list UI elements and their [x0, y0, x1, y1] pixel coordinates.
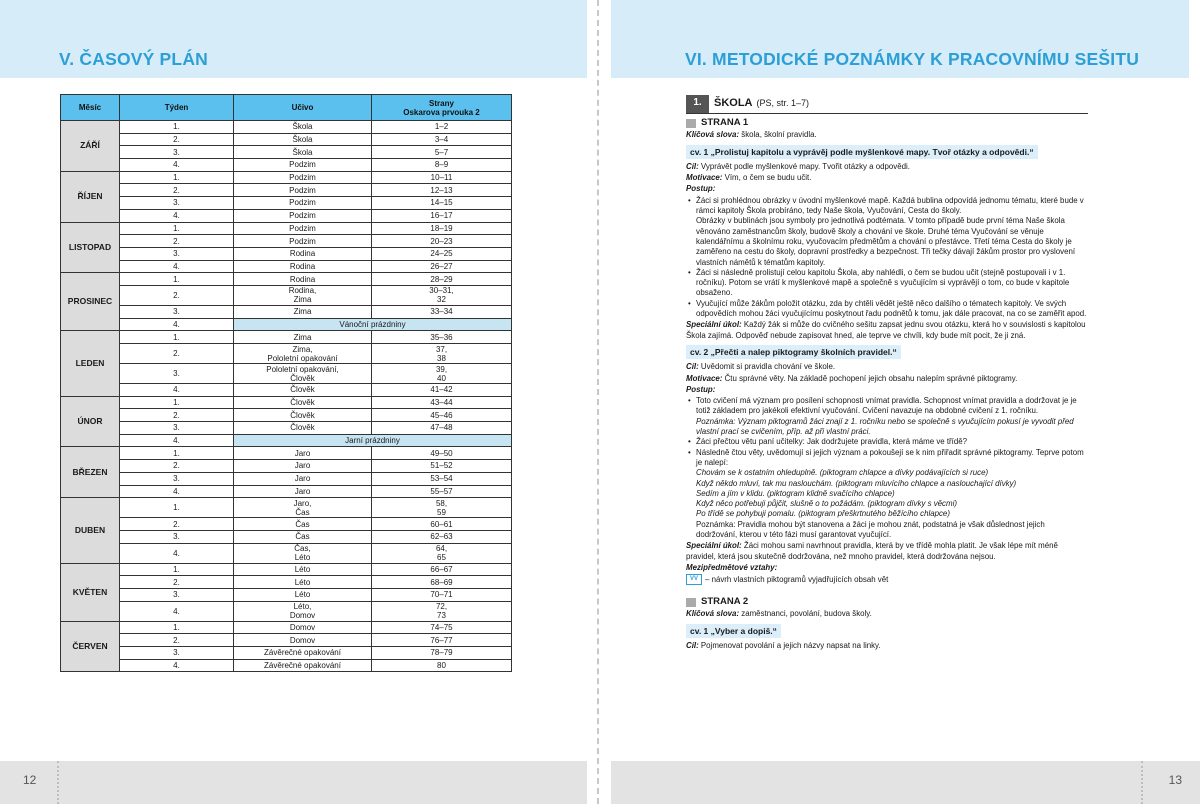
pages-cell: 72, 73: [372, 601, 512, 621]
label: Speciální úkol:: [686, 320, 742, 330]
topic-cell: Jaro: [234, 460, 372, 473]
table-row: [61, 247, 512, 260]
topic-cell: Domov: [234, 621, 372, 634]
pages-cell: 39, 40: [372, 364, 512, 384]
table-row: [61, 434, 512, 447]
table-row: [61, 576, 512, 589]
topic-cell: Jaro, Čas: [234, 498, 372, 518]
motivation-2: [686, 374, 1088, 384]
week-cell: 3.: [120, 305, 234, 318]
month-cell: DUBEN: [61, 498, 120, 563]
topic-cell: Škola: [234, 133, 372, 146]
left-page-number: 12: [23, 773, 37, 787]
table-row: [61, 485, 512, 498]
topic-cell: Závěrečné opakování: [234, 659, 372, 672]
procedure-label-2: Postup:: [686, 384, 716, 394]
month-cell: ČERVEN: [61, 621, 120, 672]
label: Klíčová slova:: [686, 609, 740, 619]
table-row: [61, 601, 512, 621]
table-row: [61, 273, 512, 286]
week-cell: 4.: [120, 260, 234, 273]
goal-2: [686, 362, 1088, 372]
label: Speciální úkol:: [686, 541, 742, 551]
left-footer: [0, 761, 587, 804]
motivation-1: [686, 173, 1088, 183]
week-cell: 1.: [120, 498, 234, 518]
table-row: [61, 563, 512, 576]
table-row: [61, 171, 512, 184]
pages-cell: 37, 38: [372, 344, 512, 364]
pages-cell: 62–63: [372, 530, 512, 543]
pages-cell: 66–67: [372, 563, 512, 576]
table-row: [61, 121, 512, 134]
pages-cell: 60–61: [372, 518, 512, 531]
list-item: • Žáci si následně prolistují celou kapitolu Škola, aby nahlédli, o čem se budou učit (stejně postupovali i v 1. ročníku). Potom se vrátí k myšlenkové mapě a společně s vyučujícím si vyprávějí o tom, co bude v kapitole obsaženo.: [696, 268, 1088, 299]
table-row: [61, 498, 512, 518]
right-page-title: VI. METODICKÉ POZNÁMKY K PRACOVNÍMU SEŠITU: [685, 49, 1140, 69]
topic-cell: Jaro: [234, 485, 372, 498]
art-education-icon: VV: [686, 574, 702, 585]
table-row: [61, 364, 512, 384]
table-header-row: [61, 95, 512, 121]
week-cell: 4.: [120, 434, 234, 447]
procedure-label-1: Postup:: [686, 184, 716, 194]
chapter-heading: [686, 94, 1088, 114]
pages-cell: 30–31, 32: [372, 285, 512, 305]
table-row: [61, 331, 512, 344]
topic-cell: Léto, Domov: [234, 601, 372, 621]
square-bullet-icon: [686, 119, 696, 128]
procedure-list-1: [686, 196, 1088, 320]
topic-cell: Domov: [234, 634, 372, 647]
list-item: • Vyučující může žákům položit otázku, zda by chtěli vědět ještě něco dalšího o tématech kapitoly. Ve svých odpovědích mohou žáci vyučujícímu poskytnout řadu podnětů k tomu, jak dále pracovat, na co se zaměřit apod.: [696, 299, 1088, 320]
pages-cell: 80: [372, 659, 512, 672]
week-cell: 4.: [120, 159, 234, 172]
week-cell: 2.: [120, 634, 234, 647]
exercise-heading-3: cv. 1 „Vyber a dopiš.“: [686, 624, 781, 638]
table-row: [61, 146, 512, 159]
topic-cell: Jaro: [234, 472, 372, 485]
pages-cell: 55–57: [372, 485, 512, 498]
label: Motivace:: [686, 173, 723, 183]
section-label: STRANA 2: [701, 596, 749, 608]
month-cell: LEDEN: [61, 331, 120, 396]
table-row: [61, 197, 512, 210]
week-cell: 1.: [120, 396, 234, 409]
pages-cell: 76–77: [372, 634, 512, 647]
topic-cell: Zima, Pololetní opakování: [234, 344, 372, 364]
table-row: [61, 235, 512, 248]
week-cell: 1.: [120, 222, 234, 235]
schedule-body: [61, 121, 512, 672]
pages-cell: 10–11: [372, 171, 512, 184]
week-cell: 4.: [120, 209, 234, 222]
sentence-2: Když někdo mluví, tak mu naslouchám. (piktogram mluvícího chlapce a naslouchající dívky): [696, 478, 1017, 488]
list-item: • Žáci si prohlédnou obrázky v úvodní myšlenkové mapě. Každá bublina odpovídá jednomu tématu, které bude v rámci kapitoly Škola probíráno, tedy Naše škola, Vyučování, Cesta do školy.: [696, 196, 1088, 217]
month-cell: ZÁŘÍ: [61, 121, 120, 172]
topic-cell: Pololetní opakování, Člověk: [234, 364, 372, 384]
table-row: [61, 659, 512, 672]
week-cell: 1.: [120, 621, 234, 634]
table-row: [61, 422, 512, 435]
month-cell: PROSINEC: [61, 273, 120, 331]
table-row: [61, 460, 512, 473]
week-cell: 2.: [120, 460, 234, 473]
topic-cell: Podzim: [234, 235, 372, 248]
week-cell: 3.: [120, 364, 234, 384]
pages-cell: 1–2: [372, 121, 512, 134]
sentence-3: Sedím a jím v klidu. (piktogram klidně svačícího chlapce): [696, 488, 895, 498]
topic-cell: Člověk: [234, 384, 372, 397]
header-pages: Strany Oskarova prvouka 2: [372, 95, 512, 121]
week-cell: 4.: [120, 601, 234, 621]
month-cell: ŘÍJEN: [61, 171, 120, 222]
week-cell: 1.: [120, 563, 234, 576]
table-row: [61, 159, 512, 172]
table-row: [61, 396, 512, 409]
right-header-banner: [611, 0, 1189, 78]
topic-cell: Čas: [234, 518, 372, 531]
table-row: [61, 634, 512, 647]
goal-3: [686, 641, 1088, 651]
pages-cell: 74–75: [372, 621, 512, 634]
pages-cell: 20–23: [372, 235, 512, 248]
special-task-2: [686, 541, 1088, 562]
list-item: • Následně čtou věty, uvědomují si jejich význam a pokoušejí se k nim přiřadit správné piktogramy. Teprve potom je nalepí:: [696, 448, 1088, 469]
topic-cell: Rodina: [234, 260, 372, 273]
pages-cell: 16–17: [372, 209, 512, 222]
topic-cell: Podzim: [234, 184, 372, 197]
holiday-cell: Vánoční prázdniny: [234, 318, 512, 331]
square-bullet-icon: [686, 598, 696, 607]
topic-cell: Čas: [234, 530, 372, 543]
pages-cell: 35–36: [372, 331, 512, 344]
topic-cell: Léto: [234, 576, 372, 589]
table-row: [61, 621, 512, 634]
note: Poznámka: Význam piktogramů žáci znají z 1. ročníku nebo se společně s vyučujícím pokusí je vyvodit před vlastní prací se cvičením, příp. až při vlastní práci.: [696, 416, 1074, 437]
footer-divider: [57, 761, 59, 804]
chapter-subtitle: (PS, str. 1–7): [756, 98, 810, 109]
table-row: [61, 222, 512, 235]
holiday-cell: Jarní prázdniny: [234, 434, 512, 447]
label: Motivace:: [686, 373, 723, 383]
week-cell: 4.: [120, 485, 234, 498]
topic-cell: Člověk: [234, 409, 372, 422]
pages-cell: 28–29: [372, 273, 512, 286]
table-row: [61, 133, 512, 146]
table-row: [61, 305, 512, 318]
week-cell: 2.: [120, 133, 234, 146]
pages-cell: 68–69: [372, 576, 512, 589]
topic-cell: Podzim: [234, 171, 372, 184]
right-page-number: 13: [1168, 773, 1182, 787]
pages-cell: 18–19: [372, 222, 512, 235]
pages-cell: 78–79: [372, 647, 512, 660]
week-cell: 2.: [120, 409, 234, 422]
keywords-1: [686, 130, 1088, 140]
gutter-fold-line: [597, 0, 599, 804]
table-row: [61, 447, 512, 460]
topic-cell: Jaro: [234, 447, 372, 460]
week-cell: 3.: [120, 422, 234, 435]
topic-cell: Závěrečné opakování: [234, 647, 372, 660]
topic-cell: Léto: [234, 588, 372, 601]
pages-cell: 8–9: [372, 159, 512, 172]
pages-cell: 64, 65: [372, 543, 512, 563]
week-cell: 3.: [120, 647, 234, 660]
table-row: [61, 384, 512, 397]
right-footer: [611, 761, 1200, 804]
table-row: [61, 318, 512, 331]
text: Každý žák si může do cvičného sešitu zapsat jednu svou otázku, která ho v souvislosti s kapitolou Škola zajímá. Odpověď nebude zapisovat hned, ale teprve ve chvíli, kdy bude mít pocit, že ji zná.: [686, 320, 1086, 340]
chapter-title: ŠKOLA: [714, 97, 753, 110]
topic-cell: Zima: [234, 305, 372, 318]
month-cell: BŘEZEN: [61, 447, 120, 498]
pages-cell: 58, 59: [372, 498, 512, 518]
cross-curricular-label: Mezipředmětové vztahy:: [686, 562, 778, 572]
week-cell: 3.: [120, 472, 234, 485]
table-row: [61, 647, 512, 660]
section-label: STRANA 1: [701, 117, 749, 128]
table-row: [61, 543, 512, 563]
pages-cell: 3–4: [372, 133, 512, 146]
label: Cíl:: [686, 161, 699, 171]
topic-cell: Čas, Léto: [234, 543, 372, 563]
methodical-notes: [686, 94, 1088, 652]
pages-cell: 49–50: [372, 447, 512, 460]
label: Cíl:: [686, 641, 699, 651]
footer-divider: [1141, 761, 1143, 804]
month-cell: KVĚTEN: [61, 563, 120, 621]
page-gutter: [587, 0, 611, 804]
text: Čtu správné věty. Na základě pochopení jejich obsahu nalepím správné piktogramy.: [722, 373, 1018, 383]
table-row: [61, 344, 512, 364]
topic-cell: Podzim: [234, 222, 372, 235]
week-cell: 3.: [120, 588, 234, 601]
week-cell: 3.: [120, 247, 234, 260]
text: – návrh vlastních piktogramů vyjadřujících obsah vět: [705, 574, 889, 584]
topic-cell: Léto: [234, 563, 372, 576]
pages-cell: 70–71: [372, 588, 512, 601]
procedure-list-2: [686, 396, 1088, 540]
list-item-continuation: Obrázky v bublinách jsou symboly pro jednotlivá podtémata. V tomto případě bude první téma Naše škola věnováno zaměstnancům školy, budově školy a chování ve škole. Druhé téma Vyučování se věnuje kalendářnímu a školnímu roku, vyučovacím předmětům a chování o přestávce. Třetí téma Cesta do školy je zaměřeno na cestu do školy, dopravní prostředky a bezpečnost. Tři tečky dávají žákům prostor pro vyslovení vlastních námětů k tématům kapitoly.: [696, 216, 1076, 267]
table-row: [61, 209, 512, 222]
week-cell: 1.: [120, 273, 234, 286]
topic-cell: Škola: [234, 121, 372, 134]
pages-cell: 41–42: [372, 384, 512, 397]
section-strana-2: [686, 597, 1088, 607]
table-row: [61, 409, 512, 422]
exercise-heading-2: cv. 2 „Přečti a nalep piktogramy školních pravidel.“: [686, 345, 901, 359]
week-cell: 1.: [120, 171, 234, 184]
topic-cell: Člověk: [234, 422, 372, 435]
pages-cell: 33–34: [372, 305, 512, 318]
topic-cell: Člověk: [234, 396, 372, 409]
week-cell: 4.: [120, 318, 234, 331]
pages-cell: 53–54: [372, 472, 512, 485]
week-cell: 2.: [120, 184, 234, 197]
sentence-1: Chovám se k ostatním ohleduplně. (piktogram chlapce a dívky podávajících si ruce): [696, 468, 989, 478]
list-item: • Žáci přečtou větu paní učitelky: Jak dodržujete pravidla, která máme ve třídě?: [696, 437, 1088, 447]
week-cell: 2.: [120, 576, 234, 589]
pages-cell: 5–7: [372, 146, 512, 159]
topic-cell: Rodina: [234, 247, 372, 260]
table-row: [61, 184, 512, 197]
pages-cell: 47–48: [372, 422, 512, 435]
label: Klíčová slova:: [686, 130, 740, 140]
table-row: [61, 472, 512, 485]
table-row: [61, 518, 512, 531]
month-cell: ÚNOR: [61, 396, 120, 447]
table-row: [61, 285, 512, 305]
label: Cíl:: [686, 362, 699, 372]
week-cell: 4.: [120, 543, 234, 563]
keywords-2: [686, 609, 1088, 619]
week-cell: 3.: [120, 146, 234, 159]
topic-cell: Škola: [234, 146, 372, 159]
text: Uvědomit si pravidla chování ve škole.: [698, 362, 836, 372]
text: zaměstnanci, povolání, budova školy.: [739, 609, 872, 619]
topic-cell: Podzim: [234, 209, 372, 222]
week-cell: 2.: [120, 235, 234, 248]
table-row: [61, 530, 512, 543]
topic-cell: Rodina: [234, 273, 372, 286]
text: škola, školní pravidla.: [739, 130, 817, 140]
text: Žáci mohou sami navrhnout pravidla, která by ve třídě mohla platit. Je však lépe mít méně pravidel, která jsou skutečně dodržována, než mnoho pravidel, která dodržována nejsou.: [686, 541, 1058, 561]
list-item: • Toto cvičení má význam pro posílení schopnosti vnímat pravidla. Schopnost vnímat pravidla a dodržovat je je totiž základem pro jakékoli efektivní vyučování. Cvičení navazuje na obdobné cvičení z 1. ročníku.: [696, 396, 1088, 417]
section-strana-1: [686, 118, 1088, 128]
week-cell: 2.: [120, 344, 234, 364]
cross-curricular-item: [686, 574, 1088, 585]
week-cell: 3.: [120, 530, 234, 543]
pages-cell: 14–15: [372, 197, 512, 210]
pages-cell: 51–52: [372, 460, 512, 473]
pages-cell: 12–13: [372, 184, 512, 197]
week-cell: 1.: [120, 331, 234, 344]
week-cell: 3.: [120, 197, 234, 210]
week-cell: 1.: [120, 121, 234, 134]
pages-cell: 26–27: [372, 260, 512, 273]
week-cell: 4.: [120, 384, 234, 397]
week-cell: 2.: [120, 518, 234, 531]
text: Pojmenovat povolání a jejich názvy napsat na linky.: [698, 641, 881, 651]
week-cell: 1.: [120, 447, 234, 460]
left-header-banner: [0, 0, 587, 78]
header-month: Měsíc: [61, 95, 120, 121]
chapter-number: 1.: [686, 95, 709, 113]
schedule-table: [60, 94, 512, 672]
topic-cell: Zima: [234, 331, 372, 344]
week-cell: 2.: [120, 285, 234, 305]
topic-cell: Rodina, Zima: [234, 285, 372, 305]
month-cell: LISTOPAD: [61, 222, 120, 273]
topic-cell: Podzim: [234, 159, 372, 172]
topic-cell: Podzim: [234, 197, 372, 210]
text: Vyprávět podle myšlenkové mapy. Tvořit otázky a odpovědi.: [698, 161, 910, 171]
pages-cell: 45–46: [372, 409, 512, 422]
week-cell: 4.: [120, 659, 234, 672]
pages-cell: 43–44: [372, 396, 512, 409]
exercise-heading-1: cv. 1 „Prolistuj kapitolu a vyprávěj podle myšlenkové mapy. Tvoř otázky a odpovědi.“: [686, 145, 1038, 159]
header-topic: Učivo: [234, 95, 372, 121]
sentence-5: Po třídě se pohybuji pomalu. (piktogram přeškrtnutého běžícího chlapce): [696, 509, 950, 519]
left-page-title: V. ČASOVÝ PLÁN: [59, 49, 208, 69]
sentence-4: Když něco potřebuji půjčit, slušně o to požádám. (piktogram dívky s věcmi): [696, 499, 957, 509]
text: Vím, o čem se budu učit.: [722, 173, 812, 183]
note: Poznámka: Pravidla mohou být stanovena a žáci je mohou znát, podstatná je však důslednost jejich dodržování, kterou v této fázi musí garantovat vyučující.: [696, 519, 1045, 539]
pages-cell: 24–25: [372, 247, 512, 260]
table-row: [61, 260, 512, 273]
goal-1: [686, 162, 1088, 172]
table-row: [61, 588, 512, 601]
special-task-1: [686, 320, 1088, 341]
header-week: Týden: [120, 95, 234, 121]
